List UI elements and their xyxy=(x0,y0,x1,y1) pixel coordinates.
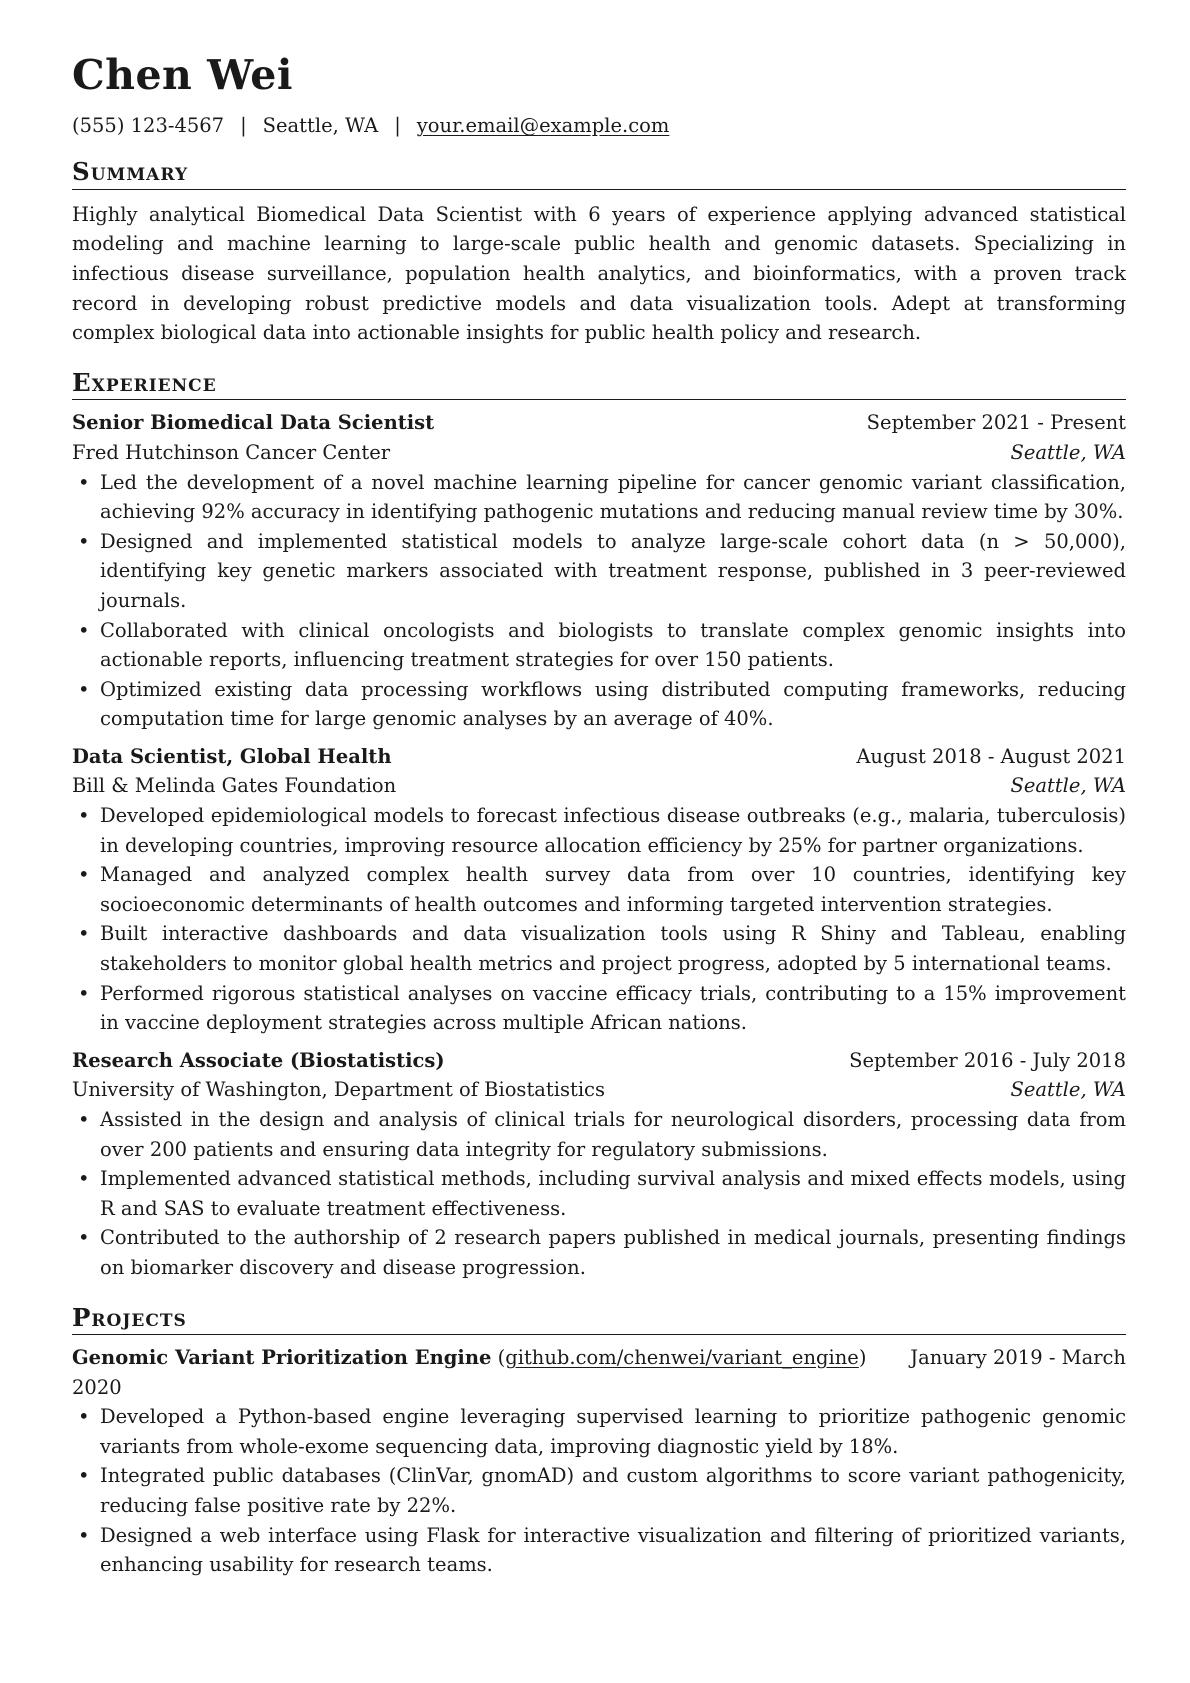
contact-separator: | xyxy=(240,114,247,137)
experience-section xyxy=(72,367,1126,1283)
contact-line xyxy=(72,114,1126,137)
section-title-experience: Experience xyxy=(72,371,1126,401)
location: Seattle, WA xyxy=(262,114,379,137)
resume-page xyxy=(72,51,1126,1580)
project-link[interactable]: github.com/chenwei/variant_engine xyxy=(505,1346,859,1370)
bullet-item: • Developed epidemiological models to forecast infectious disease outbreaks (e.g., malaria, tuberculosis) in developing countries, improving resource allocation efficiency by 25% for partner organizations. xyxy=(100,801,1126,860)
project-dates: January 2019 - March xyxy=(910,1346,1126,1370)
bullet-item: • Managed and analyzed complex health survey data from over 10 countries, identifying key socioeconomic determinants of health outcomes and informing targeted intervention strategies. xyxy=(100,860,1126,919)
project-dates-continued: 2020 xyxy=(72,1375,122,1399)
projects-section xyxy=(72,1302,1126,1580)
project-header: Genomic Variant Prioritization Engine (github.com/chenwei/variant_engine) January 2019 - March 2020 xyxy=(72,1343,1126,1402)
bullet-item: • Led the development of a novel machine learning pipeline for cancer genomic variant classification, achieving 92% accuracy in identifying pathogenic mutations and reducing manual review time by 30%. xyxy=(100,468,1126,527)
bullet-item: • Designed a web interface using Flask for interactive visualization and filtering of prioritized variants, enhancing usability for research teams. xyxy=(100,1521,1126,1580)
contact-separator: | xyxy=(394,114,401,137)
job-title: Senior Biomedical Data Scientist xyxy=(72,411,435,435)
job-title: Research Associate (Biostatistics) xyxy=(72,1048,445,1072)
job-bullets xyxy=(72,468,1126,734)
phone-number: (555) 123-4567 xyxy=(72,114,225,137)
bullet-item: • Collaborated with clinical oncologists and biologists to translate complex genomic insights into actionable reports, influencing treatment strategies for over 150 patients. xyxy=(100,616,1126,675)
project-bullets xyxy=(72,1402,1126,1580)
job-entry xyxy=(72,408,1126,734)
candidate-name: Chen Wei xyxy=(72,51,293,99)
section-title-projects: Projects xyxy=(72,1306,1126,1336)
summary-section xyxy=(72,157,1126,347)
job-organization: University of Washington, Department of Biostatistics xyxy=(72,1078,605,1102)
bullet-item: • Built interactive dashboards and data visualization tools using R Shiny and Tableau, enabling stakeholders to monitor global health metrics and project progress, adopted by 5 international teams. xyxy=(100,919,1126,978)
job-dates: September 2016 - July 2018 xyxy=(849,1048,1126,1072)
job-bullets xyxy=(72,1105,1126,1283)
bullet-item: • Assisted in the design and analysis of clinical trials for neurological disorders, processing data from over 200 patients and ensuring data integrity for regulatory submissions. xyxy=(100,1105,1126,1164)
job-location: Seattle, WA xyxy=(1010,440,1126,464)
bullet-item: • Integrated public databases (ClinVar, gnomAD) and custom algorithms to score variant pathogenicity, reducing false positive rate by 22%. xyxy=(100,1461,1126,1520)
project-title: Genomic Variant Prioritization Engine xyxy=(72,1346,492,1370)
project-entry xyxy=(72,1343,1126,1580)
job-bullets xyxy=(72,801,1126,1038)
section-title-summary: Summary xyxy=(72,160,1126,190)
job-location: Seattle, WA xyxy=(1010,1078,1126,1102)
job-entry xyxy=(72,742,1126,1038)
email-link[interactable]: your.email@example.com xyxy=(416,114,670,137)
summary-text: Highly analytical Biomedical Data Scientist with 6 years of experience applying advanced statistical modeling and machine learning to large-scale public health and genomic datasets. Specializing in infectious disease surveillance, population health analytics, and bioinformatics, with a proven track record in developing robust predictive models and data visualization tools. Adept at transforming complex biological data into actionable insights for public health policy and research. xyxy=(72,202,1126,345)
bullet-item: • Optimized existing data processing workflows using distributed computing frameworks, reducing computation time for large genomic analyses by an average of 40%. xyxy=(100,675,1126,734)
job-entry xyxy=(72,1046,1126,1283)
bullet-item: • Designed and implemented statistical models to analyze large-scale cohort data (n > 50,000), identifying key genetic markers associated with treatment response, published in 3 peer-reviewed journals. xyxy=(100,527,1126,616)
job-dates: August 2018 - August 2021 xyxy=(856,744,1126,768)
bullet-item: • Implemented advanced statistical methods, including survival analysis and mixed effects models, using R and SAS to evaluate treatment effectiveness. xyxy=(100,1164,1126,1223)
job-organization: Fred Hutchinson Cancer Center xyxy=(72,440,391,464)
bullet-item: • Performed rigorous statistical analyses on vaccine efficacy trials, contributing to a 15% improvement in vaccine deployment strategies across multiple African nations. xyxy=(100,979,1126,1038)
job-dates: September 2021 - Present xyxy=(866,411,1126,435)
job-title: Data Scientist, Global Health xyxy=(72,744,392,768)
job-organization: Bill & Melinda Gates Foundation xyxy=(72,774,397,798)
bullet-item: • Contributed to the authorship of 2 research papers published in medical journals, presenting findings on biomarker discovery and disease progression. xyxy=(100,1223,1126,1282)
job-location: Seattle, WA xyxy=(1010,774,1126,798)
bullet-item: • Developed a Python-based engine leveraging supervised learning to prioritize pathogenic genomic variants from whole-exome sequencing data, improving diagnostic yield by 18%. xyxy=(100,1402,1126,1461)
